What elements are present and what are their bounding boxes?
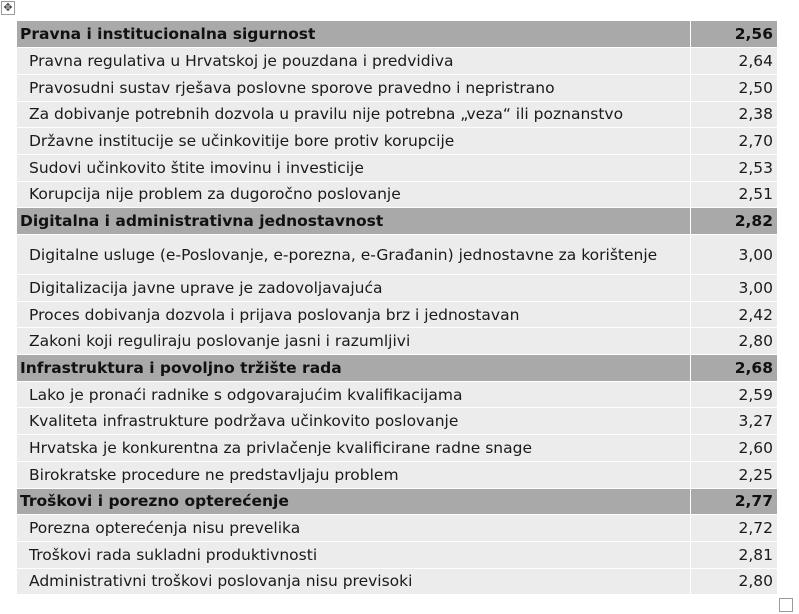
item-value: 2,80: [690, 328, 777, 355]
item-label: Hrvatska je konkurentna za privlačenje kvalificirane radne snage: [17, 435, 690, 462]
table-row: [17, 101, 777, 128]
item-label: Porezna opterećenja nisu prevelika: [17, 515, 690, 542]
item-value: 2,72: [690, 515, 777, 542]
table-row: [17, 328, 777, 355]
item-value: 2,64: [690, 48, 777, 75]
table-row: [17, 381, 777, 408]
table-row: [17, 128, 777, 155]
section-title: Infrastruktura i povoljno tržište rada: [17, 355, 690, 382]
section-title: Digitalna i administrativna jednostavnost: [17, 208, 690, 235]
item-value: 2,81: [690, 541, 777, 568]
item-label: Digitalne usluge (e-Poslovanje, e-porezna, e-Građanin) jednostavne za korištenje: [17, 235, 690, 275]
table-row: [17, 461, 777, 488]
table-row: [17, 435, 777, 462]
item-value: 3,00: [690, 275, 777, 302]
item-label: Troškovi rada sukladni produktivnosti: [17, 541, 690, 568]
item-value: 2,80: [690, 568, 777, 595]
item-label: Administrativni troškovi poslovanja nisu previsoki: [17, 568, 690, 595]
table-row: [17, 568, 777, 595]
item-value: 2,53: [690, 154, 777, 181]
item-value: 2,50: [690, 74, 777, 101]
table-resize-handle-icon[interactable]: [779, 598, 793, 612]
item-value: 3,00: [690, 235, 777, 275]
item-label: Zakoni koji reguliraju poslovanje jasni i razumljivi: [17, 328, 690, 355]
item-label: Birokratske procedure ne predstavljaju problem: [17, 461, 690, 488]
section-score: 2,56: [690, 21, 777, 48]
table-row: [17, 301, 777, 328]
table-row: [17, 235, 777, 275]
section-score: 2,68: [690, 355, 777, 382]
item-label: Pravna regulativa u Hrvatskoj je pouzdana i predvidiva: [17, 48, 690, 75]
table-row: [17, 74, 777, 101]
item-value: 2,42: [690, 301, 777, 328]
table-row: [17, 275, 777, 302]
item-label: Za dobivanje potrebnih dozvola u pravilu nije potrebna „veza“ ili poznanstvo: [17, 101, 690, 128]
table-row: [17, 154, 777, 181]
section-score: 2,82: [690, 208, 777, 235]
item-value: 2,59: [690, 381, 777, 408]
section-header-row: [17, 488, 777, 515]
table-row: [17, 408, 777, 435]
item-value: 3,27: [690, 408, 777, 435]
item-label: Kvaliteta infrastrukture podržava učinkovito poslovanje: [17, 408, 690, 435]
section-score: 2,77: [690, 488, 777, 515]
item-label: Korupcija nije problem za dugoročno poslovanje: [17, 181, 690, 208]
section-header-row: [17, 355, 777, 382]
item-value: 2,51: [690, 181, 777, 208]
table-row: [17, 541, 777, 568]
section-header-row: [17, 208, 777, 235]
section-title: Troškovi i porezno opterećenje: [17, 488, 690, 515]
table-row: [17, 48, 777, 75]
item-value: 2,60: [690, 435, 777, 462]
item-label: Pravosudni sustav rješava poslovne sporove pravedno i nepristrano: [17, 74, 690, 101]
section-title: Pravna i institucionalna sigurnost: [17, 21, 690, 48]
table-move-handle-icon[interactable]: ✥: [1, 1, 15, 15]
item-value: 2,38: [690, 101, 777, 128]
item-value: 2,70: [690, 128, 777, 155]
item-label: Proces dobivanja dozvola i prijava poslovanja brz i jednostavan: [17, 301, 690, 328]
item-value: 2,25: [690, 461, 777, 488]
section-header-row: [17, 21, 777, 48]
item-label: Sudovi učinkovito štite imovinu i investicije: [17, 154, 690, 181]
item-label: Lako je pronaći radnike s odgovarajućim kvalifikacijama: [17, 381, 690, 408]
survey-results-table: [17, 21, 777, 595]
item-label: Državne institucije se učinkovitije bore protiv korupcije: [17, 128, 690, 155]
table-row: [17, 181, 777, 208]
table-row: [17, 515, 777, 542]
item-label: Digitalizacija javne uprave je zadovoljavajuća: [17, 275, 690, 302]
